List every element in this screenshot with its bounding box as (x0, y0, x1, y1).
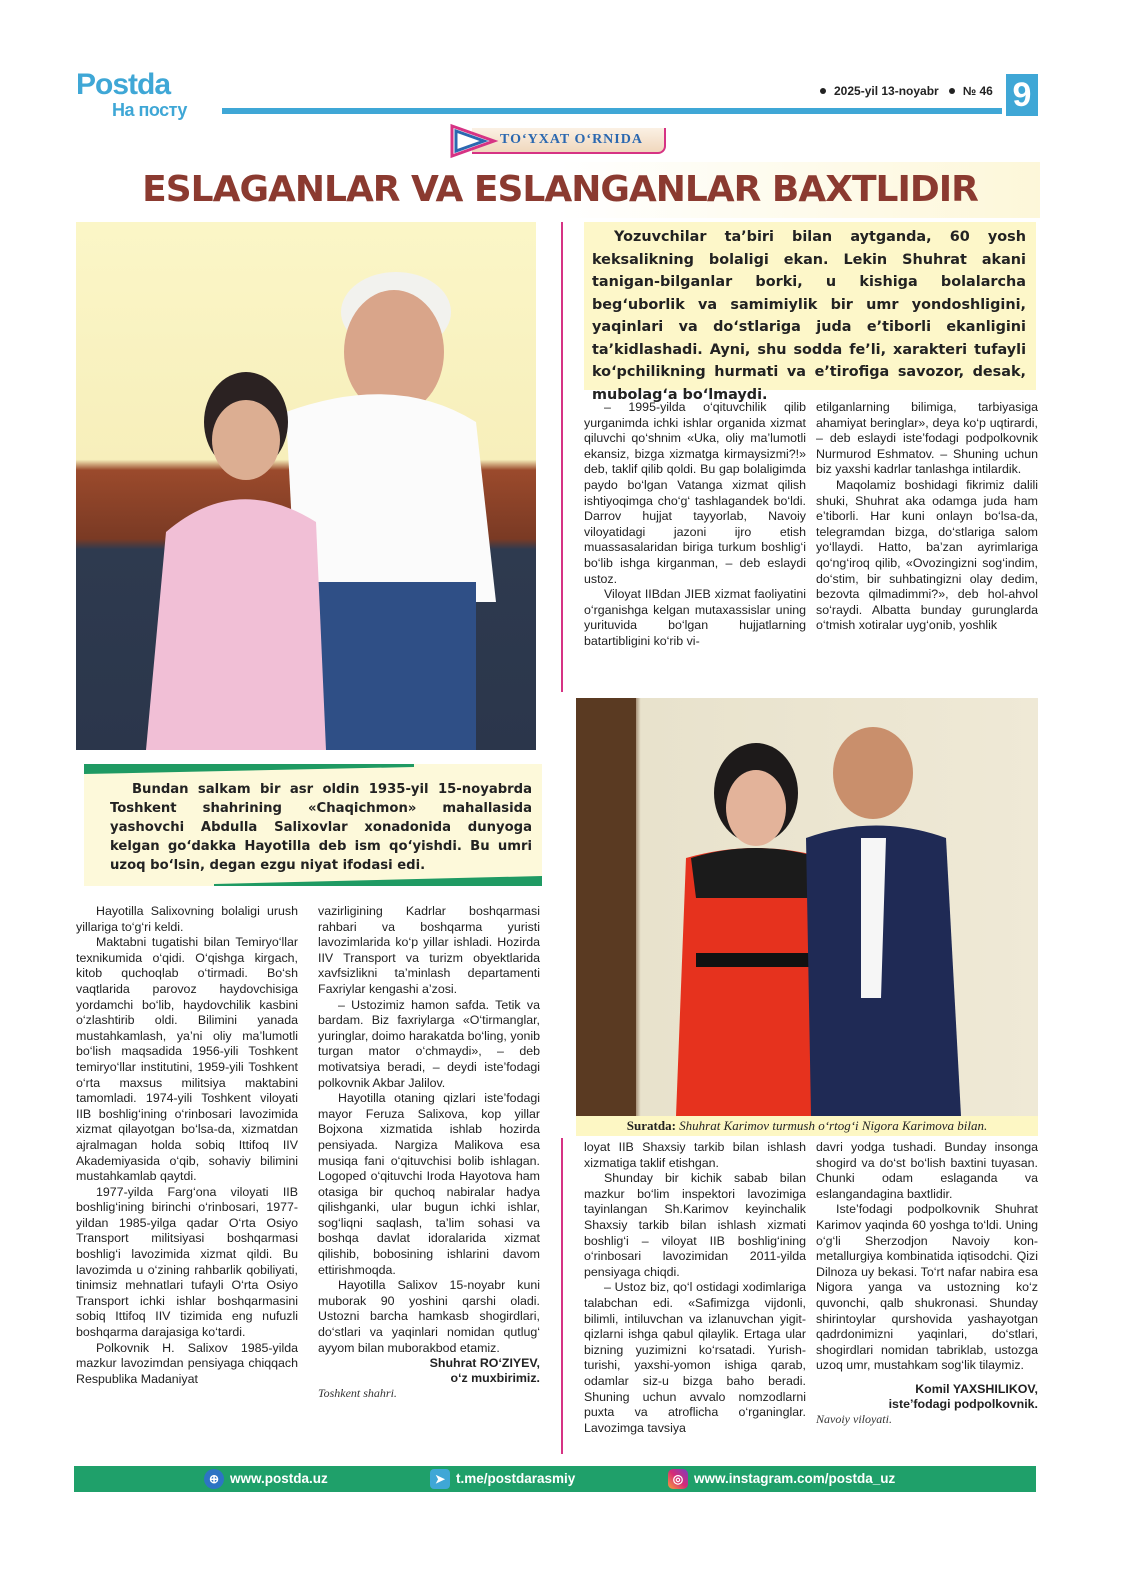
paragraph: etilganlarning bilimiga, tarbiyasiga ahamiyat beringlar», deya ko‘p uqtirardi, – deb eslaydi iste’fodagi podpolkovnik Nurmurod Eshmatov. – Shuning uchun biz yaxshi kadrlar tanlashga intilardik. (816, 400, 1038, 477)
caption-label: Suratda: (626, 1118, 676, 1133)
instagram-icon: ◎ (668, 1469, 688, 1489)
logo-na-postu: На посту (112, 100, 187, 120)
paragraph: Maqolamiz boshidagi fikrimiz dalili shuki, Shuhrat aka odamga juda ham e’tiborli. Har kuni onlayn bo‘lsa-da, telegramdan bizga, do‘stlariga salom yo‘llaydi. Hatto, ba’zan ayrimlariga qo‘ng‘iroq qilib, «Ovozingizni sog‘indim, do‘stim, bir suhbatingizni olay dedim, bezovta qilmadimmi?», deb hol-ahvol so‘raydi. Albatta bunday gurunglarda o‘tmish xotiralar uyg‘onib, yoshlik (816, 477, 1038, 633)
header-rule (222, 108, 1002, 114)
photo-illustration (76, 222, 536, 750)
website-link[interactable]: www.postda.uz (230, 1471, 328, 1486)
footer-telegram[interactable] (430, 1469, 575, 1489)
author-name: Komil YAXSHILIKOV, (915, 1381, 1038, 1396)
dateline-place: Navoiy viloyati. (816, 1411, 892, 1426)
rubric-text: TO‘YXAT O‘RNIDA (500, 132, 643, 147)
issue-info (820, 84, 993, 98)
logo-postda: Postda (76, 68, 171, 101)
paragraph: Hayotilla Salixovning bolaligi urush yillariga to‘g‘ri keldi. (76, 904, 298, 934)
dateline-place: Toshkent shahri. (318, 1386, 397, 1401)
paragraph: Viloyat IIBdan JIEB xizmat faoliyatini o‘rganishga kelgan mutaxassislar uning yurituvida bo‘lgan hujjatlarning batartibligini ko‘rib vi- (584, 587, 806, 648)
logo (76, 70, 216, 120)
article2-column-3 (584, 1140, 806, 1458)
bullet-icon (820, 88, 826, 94)
quote-box (84, 764, 542, 886)
bullet-icon (949, 88, 955, 94)
paragraph: Maktabni tugatishi bilan Temiryo‘llar texnikumida o‘qidi. O‘qishga kirgach, kitob quchoqlab o‘tirmadi. Bo‘sh vaqtlarida parovoz haydovchisiga yordamchi bo‘lib, haydovchilik kasbini o‘zlashtirib oldi. Bilimini yanada mustahkamlash, ya’ni oliy ma’lumotli bo‘lish maqsadida 1956-yili Toshkent temiryo‘llar institutini, 1959-yili Toshkent o‘rta maxsus militsiya maktabini tamomladi. 1974-yili Toshkent viloyati IIB boshlig‘ining o‘rinbosari lavozimida xizmat qilayotgan bo‘lsa-da, xizmatdan ajralmagan holda sobiq Ittifoq IIV Akademiyasida o‘qib, sohaviy bilimini mustahkamlab qaytdi. (76, 935, 298, 1184)
article2-column-4 (816, 1140, 1038, 1458)
author-name: Shuhrat RO‘ZIYEV, (429, 1356, 540, 1371)
paragraph: – Ustoz biz, qo‘l ostidagi xodimlariga talabchan edi. «Safimizga vijdonli, bilimli, intiluvchan va izlanuvchan yigit-qizlarni ishga qabul qilaylik. Ertaga ular bizning yuzimizni ko‘rsatadi. Yurish-turishi, yaxshi-yomon ishiga qarab, odamlar siz-u bizga baho beradi. Shuning uchun avvalo nomzodlarni puxta va atroflicha o‘rganinglar. Lavozimga tavsiya (584, 1280, 806, 1435)
photo-caption (576, 1116, 1038, 1136)
paragraph: Hayotilla otaning qizlari iste’fodagi mayor Feruza Salixova, kop yillar Bojxona xizmatida ishlab hozirda pensiyada. Nargiza Malikova esa musiqa fani o‘qituvchisi bolib ishlagan. Logoped o‘qituvchi Iroda Hayotova ham otasiga bir quchoq nabiralar hadya qilishganki, ular bugun ichki ishlar, sog‘liqni saqlash, ta’lim sohasi va boshqa davlat idoralarida xizmat qilishib, bobosining ishlarini davom ettirishmoqda. (318, 1091, 540, 1277)
author-role: o‘z muxbirimiz. (450, 1371, 540, 1386)
footer-bar (74, 1466, 1036, 1492)
photo-karimov-couple (576, 698, 1038, 1116)
article-title: ESLAGANLAR VA ESLANGANLAR BAXTLIDIR (142, 169, 978, 210)
paragraph: Polkovnik H. Salixov 1985-yilda mazkur lavozimdan pensiyaga chiqqach Respublika Madaniyat (76, 1340, 298, 1386)
paragraph: Iste’fodagi podpolkovnik Shuhrat Karimov yaqinda 60 yoshga to‘ldi. Uning o‘g‘li Sherzodjon Navoiy kon-metallurgiya kombinatida iqtisodchi. Qizi Dilnoza uy bekasi. To‘rt nafar nabira esa Nigora yanga va ustozning ko‘z quvonchi, qalb shukronasi. Shunday shirintoylar qurshovida yashayotgan qadrdonimizni yaqinlari, do‘stlari, shogirdlari nomidan tabriklab, ustozga uzoq umr, mustahkam sog‘lik tilaymiz. (816, 1202, 1038, 1373)
rubric-label (450, 124, 668, 156)
photo-grandfather-granddaughter (76, 222, 536, 750)
paragraph: davri yodga tushadi. Bunday insonga shogird va do‘st bo‘lish baxtini tuyasan. Chunki odam eslaganda va eslangandagina baxtlidir. (816, 1140, 1038, 1201)
footer-instagram[interactable] (668, 1469, 895, 1489)
issue-number: № 46 (962, 84, 993, 98)
author-role: iste’fodagi podpolkovnik. (888, 1396, 1038, 1411)
telegram-link[interactable]: t.me/postdarasmiy (456, 1471, 576, 1486)
instagram-link[interactable]: www.instagram.com/postda_uz (694, 1471, 896, 1486)
globe-icon: ⊕ (204, 1469, 224, 1489)
column-divider (561, 222, 563, 692)
issue-date: 2025-yil 13-noyabr (834, 84, 939, 98)
caption-text: Shuhrat Karimov turmush o‘rtog‘i Nigora Karimova bilan. (679, 1118, 988, 1133)
paragraph: – Ustozimiz hamon safda. Tetik va bardam. Biz faxriylarga «O‘tirmanglar, yuringlar, doimo harakatda bo‘ling, yonib turgan mator o‘chmaydi», – deb motivatsiya beradi, – deydi iste’fodagi polkovnik Akbar Jalilov. (318, 997, 540, 1090)
lead-text: Yozuvchilar ta’biri bilan aytganda, 60 yosh keksalikning bolaligi ekan. Lekin Shuhrat akani tanigan-bilganlar borki, u kishiga bolalarcha beg‘uborlik va samimiylik bir umr yondoshligini, yaqinlari va do‘stlariga juda e’tiborli ekanligini ta’kidlashadi. Ayni, shu sodda fe’li, xarakteri tufayli ko‘pchilikning hurmati va e’tirofiga savozor, desak, mubolag‘a bo‘lmaydi. (592, 229, 1026, 403)
paragraph: Shunday bir kichik sabab bilan mazkur bo‘lim inspektori lavozimiga tayinlangan Sh.Karimov keyinchalik Shaxsiy tarkib bilan ishlash xizmati boshlig‘i – viloyat IIB boshlig‘ining o‘rinbosari lavozimidan 2011-yilda pensiyaga chiqdi. (584, 1171, 806, 1279)
column-divider (561, 1138, 563, 1454)
quote-text: Bundan salkam bir asr oldin 1935-yil 15-noyabrda Toshkent shahrining «Chaqichmon» mahallasida yashovchi Abdulla Salixovlar xonadonida dunyoga kelgan go‘dakka Hayotilla deb ism qo‘yishdi. Bu umri uzoq bo‘lsin, degan ezgu niyat ifodasi edi. (110, 782, 532, 873)
lead-box (584, 222, 1036, 403)
page-number: 9 (1006, 74, 1038, 116)
photo-illustration (576, 698, 1038, 1116)
paragraph: Hayotilla Salixov 15-noyabr kuni muborak 90 yoshini qarshi oladi. Ustozni barcha hamkasb shogirdlari, do‘stlari va yaqinlari nomidan qutlug‘ ayyom bilan muborakbod etamiz. (318, 1278, 540, 1355)
paragraph: vazirligining Kadrlar boshqarmasi rahbari va boshqarma yuristi lavozimlarida ko‘p yillar ishladi. Hozirda IIV Transport va turizm obyektlarida xavfsizlikni ta’minlash departamenti Faxriylar kengashi a’zosi. (318, 904, 540, 996)
footer-website[interactable] (204, 1469, 328, 1489)
paragraph: loyat IIB Shaxsiy tarkib bilan ishlash xizmatiga taklif etishgan. (584, 1140, 806, 1170)
article2-column-2 (816, 400, 1038, 690)
telegram-icon: ➤ (430, 1469, 450, 1489)
article1-column-1 (76, 904, 298, 1456)
article1-column-2 (318, 904, 540, 1456)
triangle-icon (450, 124, 498, 158)
paragraph: 1977-yilda Farg‘ona viloyati IIB boshlig‘ining birinchi o‘rinbosari, 1977-yildan 1985-yilga qadar O‘rta Osiyo Transport militsiyasi boshqarmasi boshlig‘i lavozimida xizmat qildi. Bu lavozimda u o‘zining rahbarlik qobiliyati, tinimsiz mehnatlari tufayli O‘rta Osiyo Transport ichki ishlar boshqarmasini sobiq Ittifoq IIV tizimida eng nufuzli boshqarma darajasiga ko‘tardi. (76, 1184, 298, 1340)
article2-column-1 (584, 400, 806, 690)
paragraph: – 1995-yilda o‘qituvchilik qilib yurganimda ichki ishlar organida xizmat qiluvchi qo‘shnim «Uka, oliy ma’lumotli ekansiz, bizga xizmatga kirmaysizmi?!» deb, taklif qilib qoldi. Bu gap bolaligimda paydo bo‘lgan Vatanga xizmat qilish ishtiyoqimga cho‘g‘ tashlagandek bo‘ldi. Darrov hujjat tayyorlab, Navoiy viloyatidagi jazoni ijro etish muassasalaridan biriga turkum boshlig‘i bo‘lib ishga kirganman, – deb eslaydi ustoz. (584, 400, 806, 586)
